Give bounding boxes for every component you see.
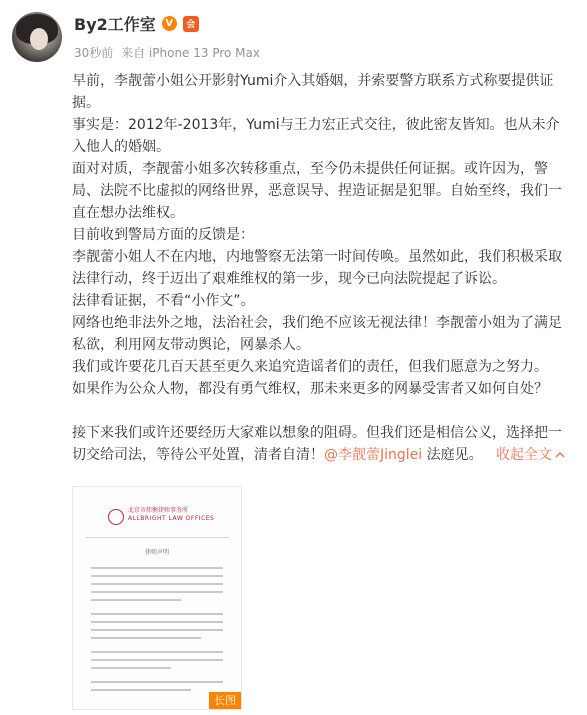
doc-title: 律师声明 bbox=[144, 549, 169, 556]
collapse-button[interactable] bbox=[496, 447, 565, 463]
doc-divider bbox=[85, 537, 229, 538]
post-paragraph: 面对对质，李靓蕾小姐多次转移重点，至今仍未提供任何证据。或许因为，警局、法院不比虚拟的网络世界，恶意误导、捏造证据是犯罪。自始至终，我们一直在想办法维权。 bbox=[72, 161, 562, 221]
firm-logo-icon bbox=[108, 509, 124, 525]
doc-text-line bbox=[91, 681, 223, 683]
doc-text-line bbox=[91, 583, 223, 585]
doc-text-line bbox=[91, 659, 223, 661]
doc-letterhead bbox=[108, 501, 228, 535]
post-time[interactable]: 30秒前 bbox=[74, 46, 114, 60]
member-badge-icon[interactable]: 会 bbox=[183, 16, 199, 32]
doc-text-line bbox=[91, 629, 223, 631]
post-body bbox=[72, 70, 572, 466]
post-paragraph: 如果作为公众人物，都没有勇气维权，那未来更多的网暴受害者又如何自处？ bbox=[72, 381, 548, 397]
chevron-up-icon bbox=[555, 451, 565, 459]
post-closing-paragraph bbox=[72, 422, 572, 466]
post-meta bbox=[74, 44, 264, 61]
post-header bbox=[74, 12, 199, 35]
doc-text-line bbox=[91, 599, 181, 601]
doc-text-line bbox=[91, 591, 223, 593]
post-paragraph: 网络也绝非法外之地，法治社会，我们绝不应该无视法律！李靓蕾小姐为了满足私欲，利用网友带动舆论，网暴杀人。 bbox=[72, 315, 562, 353]
username-link[interactable]: By2工作室 bbox=[74, 15, 156, 34]
post-paragraph: 早前，李靓蕾小姐公开影射Yumi介入其婚姻，并索要警方联系方式称要提供证据。 bbox=[72, 73, 554, 111]
doc-firm-name-en: ALLBRIGHT LAW OFFICES bbox=[128, 515, 215, 522]
closing-text: 接下来我们或许还要经历大家难以想象的阻碍。但我们还是相信公义，选择把一切交给司法，等待公平处置，清者自清！ bbox=[72, 425, 562, 463]
collapse-label: 收起全文 bbox=[495, 447, 552, 463]
doc-text-line bbox=[91, 575, 223, 577]
mention-link[interactable]: @李靓蕾Jinglei bbox=[324, 447, 423, 463]
post-paragraph: 法律看证据，不看“小作文”。 bbox=[72, 293, 255, 309]
post-paragraph: 我们或许要花几百天甚至更久来追究造谣者们的责任，但我们愿意为之努力。 bbox=[72, 359, 548, 375]
post-paragraph: 李靓蕾小姐人不在内地，内地警察无法第一时间传唤。虽然如此，我们积极采取法律行动，终于迈出了艰难维权的第一步，现今已向法院提起了诉讼。 bbox=[72, 249, 562, 287]
doc-text-line bbox=[91, 637, 201, 639]
doc-text-line bbox=[91, 567, 223, 569]
closing-end-text: 法庭见。 bbox=[422, 447, 483, 463]
doc-text-line bbox=[91, 689, 191, 691]
doc-text-line bbox=[91, 651, 223, 653]
post-paragraph: 事实是：2012年-2013年，Yumi与王力宏正式交往，彼此密友皆知。也从未介入他人的婚姻。 bbox=[72, 117, 560, 155]
doc-text-line bbox=[91, 621, 223, 623]
post-source: 来自 iPhone 13 Pro Max bbox=[121, 46, 260, 60]
doc-firm-name: 北京市炜衡律师事务所 bbox=[128, 507, 189, 514]
post-paragraph: 目前收到警局方面的反馈是： bbox=[72, 227, 254, 243]
verified-badge-icon[interactable]: V bbox=[162, 16, 177, 31]
doc-text-line bbox=[91, 613, 223, 615]
doc-text-line bbox=[91, 667, 171, 669]
paragraph-gap bbox=[72, 400, 572, 422]
long-image-tag: 长图 bbox=[209, 692, 241, 709]
avatar[interactable] bbox=[12, 12, 62, 62]
long-image-thumbnail[interactable] bbox=[72, 486, 242, 710]
